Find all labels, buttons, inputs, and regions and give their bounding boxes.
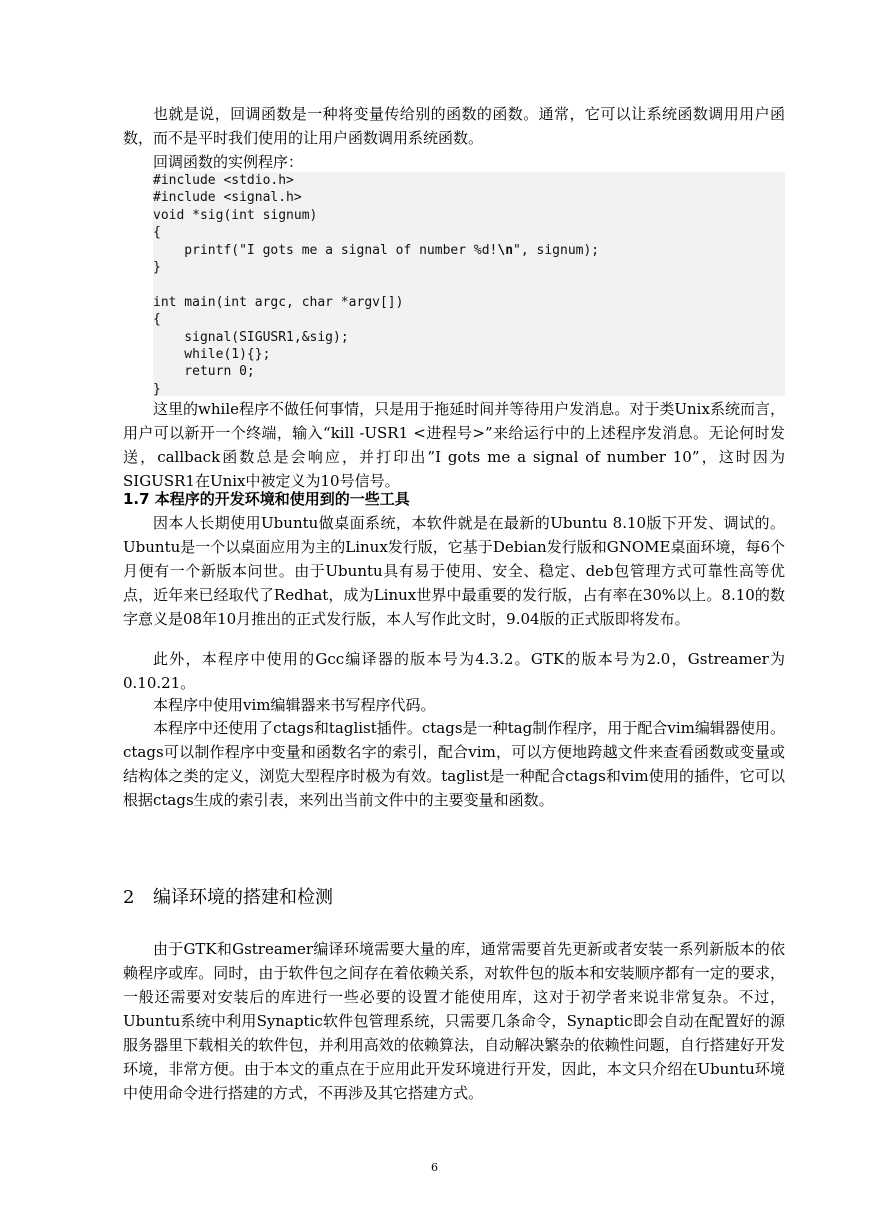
code-segment: printf("I gots me a signal of number %d!: [153, 242, 498, 258]
paragraph-code-explanation: 这里的while程序不做任何事情，只是用于拖延时间并等待用户发消息。对于类Unix系统而言，用户可以新开一个终端，输入“kill -USR1 <进程号>”来给运行中的上述程序发消息。无论何时发送，callback函数总是会响应，并打印出”I gots me a signal of number 10”，这时因为SIGUSR1在Unix中被定义为10号信号。: [123, 400, 785, 490]
code-line: }: [153, 260, 161, 276]
code-line: return 0;: [153, 364, 255, 380]
code-line: {: [153, 312, 161, 328]
code-segment: ", signum);: [513, 242, 600, 258]
paragraph-build-environment: 由于GTK和Gstreamer编译环境需要大量的库，通常需要首先更新或者安装一系列新版本的依赖程序或库。同时，由于软件包之间存在着依赖关系，对软件包的版本和安装顺序都有一定的要求，一般还需要对安装后的库进行一些必要的设置才能使用库，这对于初学者来说非常复杂。不过，Ubuntu系统中利用Synaptic软件包管理系统，只需要几条命令，Synaptic即会自动在配置好的源服务器里下载相关的软件包，并利用高效的依赖算法，自动解决繁杂的依赖性问题，自行搭建好开发环境，非常方便。由于本文的重点在于应用此开发环境进行开发，因此，本文只介绍在Ubuntu环境中使用命令进行搭建的方式，不再涉及其它搭建方式。: [123, 940, 785, 1102]
paragraph-callback-definition: 也就是说，回调函数是一种将变量传给别的函数的函数。通常，它可以让系统函数调用用户函数，而不是平时我们使用的让用户函数调用系统函数。: [123, 105, 785, 147]
chapter-title: 编译环境的搭建和检测: [153, 887, 333, 908]
code-line: void *sig(int signum): [153, 207, 318, 223]
chapter-number: 2: [123, 887, 135, 908]
code-line: while(1){};: [153, 347, 271, 363]
code-line: int main(int argc, char *argv[]): [153, 294, 404, 310]
chapter-heading-2: [123, 885, 333, 911]
code-line: [153, 242, 785, 259]
section-heading-1-7: 1.7 本程序的开发环境和使用到的一些工具: [123, 490, 410, 508]
code-line: }: [153, 381, 161, 397]
code-line: #include <signal.h>: [153, 190, 302, 206]
paragraph-vim: 本程序中使用vim编辑器来书写程序代码。: [153, 696, 436, 714]
code-line: signal(SIGUSR1,&sig);: [153, 329, 349, 345]
code-escape-bold: \n: [497, 242, 514, 258]
code-line: {: [153, 225, 161, 241]
code-line: [153, 276, 785, 293]
paragraph-ubuntu-environment: 因本人长期使用Ubuntu做桌面系统，本软件就是在最新的Ubuntu 8.10版下开发、调试的。Ubuntu是一个以桌面应用为主的Linux发行版，它基于Debian发行版和GNOME桌面环境，每6个月便有一个新版本问世。由于Ubuntu具有易于使用、安全、稳定、deb包管理方式可靠性高等优点，近年来已经取代了Redhat，成为Linux世界中最重要的发行版，占有率在30%以上。8.10的数字意义是08年10月推出的正式发行版，本人写作此文时，9.04版的正式版即将发布。: [123, 514, 785, 628]
code-line: #include <stdio.h>: [153, 173, 294, 188]
paragraph-example-intro: 回调函数的实例程序：: [153, 153, 304, 171]
page-number: 6: [431, 1161, 438, 1174]
code-block: [153, 172, 785, 396]
paragraph-versions: 此外，本程序中使用的Gcc编译器的版本号为4.3.2。GTK的版本号为2.0，Gstreamer为0.10.21。: [123, 650, 785, 692]
paragraph-ctags-taglist: 本程序中还使用了ctags和taglist插件。ctags是一种tag制作程序，用于配合vim编辑器使用。ctags可以制作程序中变量和函数名字的索引，配合vim，可以方便地跨越文件来查看函数或变量或结构体之类的定义，浏览大型程序时极为有效。taglist是一种配合ctags和vim使用的插件，它可以根据ctags生成的索引表，来列出当前文件中的主要变量和函数。: [123, 719, 785, 809]
